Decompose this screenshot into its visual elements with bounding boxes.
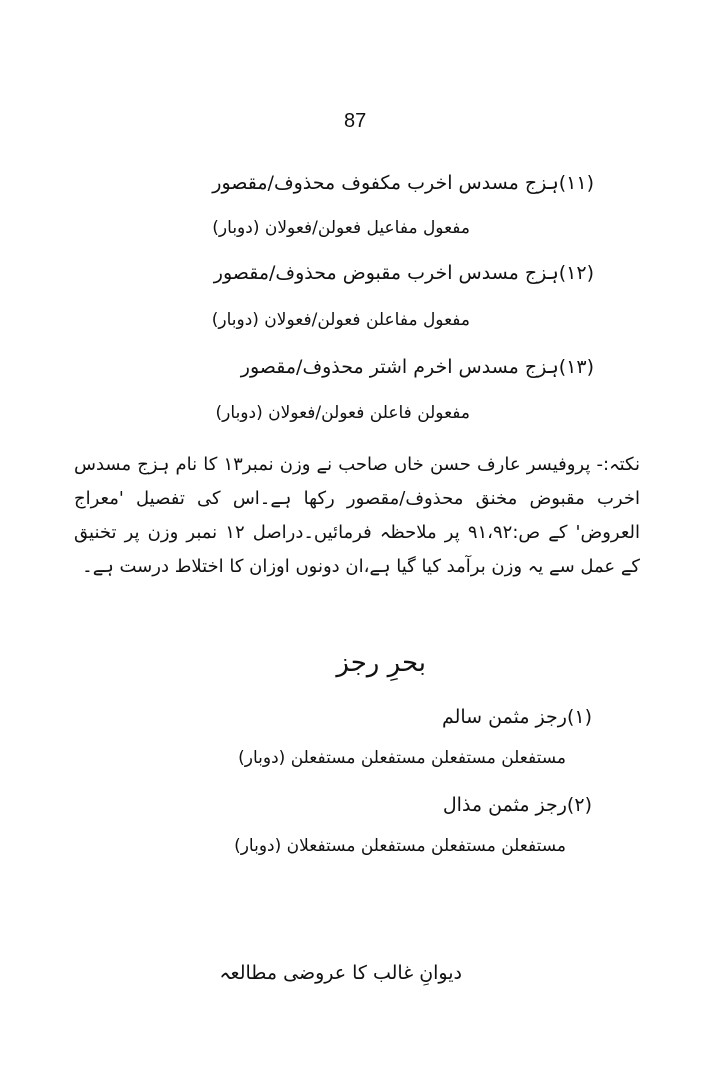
- entry-11-title: (۱۱)ہزج مسدس اخرب مکفوف محذوف/مقصور: [212, 172, 594, 194]
- entry-12-title: (۱۲)ہزج مسدس اخرب مقبوض محذوف/مقصور: [213, 262, 594, 284]
- rajaz-entry-2-title: (۲)رجز مثمن مذال: [442, 794, 592, 816]
- rajaz-entry-1-title: (۱)رجز مثمن سالم: [441, 706, 592, 728]
- entry-12-scansion: مفعول مفاعلن فعولن/فعولان (دوبار): [211, 310, 470, 330]
- entry-13-scansion: مفعولن فاعلن فعولن/فعولان (دوبار): [215, 403, 470, 423]
- entry-13-title: (۱۳)ہزج مسدس اخرم اشتر محذوف/مقصور: [240, 356, 594, 378]
- note-paragraph: نکتہ:- پروفیسر عارف حسن خاں صاحب نے وزن نمبر۱۳ کا نام ہزج مسدس اخرب مقبوض مخنق محذوف/مقصور رکھا ہے۔اس کی تفصیل 'معراج العروض' کے ص:۹۱،۹۲ پر ملاحظہ فرمائیں۔دراصل ۱۲ نمبر وزن پر تخنیق کے عمل سے یہ وزن برآمد کیا گیا ہے،ان دونوں اوزان کا اختلاط درست ہے۔: [74, 454, 641, 577]
- rajaz-entry-1-scansion: مستفعلن مستفعلن مستفعلن مستفعلن (دوبار): [238, 748, 566, 768]
- page-number: 87: [344, 110, 367, 132]
- section-heading: بحرِ رجز: [336, 648, 426, 678]
- rajaz-entry-2-scansion: مستفعلن مستفعلن مستفعلن مستفعلان (دوبار): [234, 836, 566, 856]
- entry-11-scansion: مفعول مفاعیل فعولن/فعولان (دوبار): [212, 218, 470, 238]
- page-footer: دیوانِ غالب کا عروضی مطالعہ: [219, 962, 462, 984]
